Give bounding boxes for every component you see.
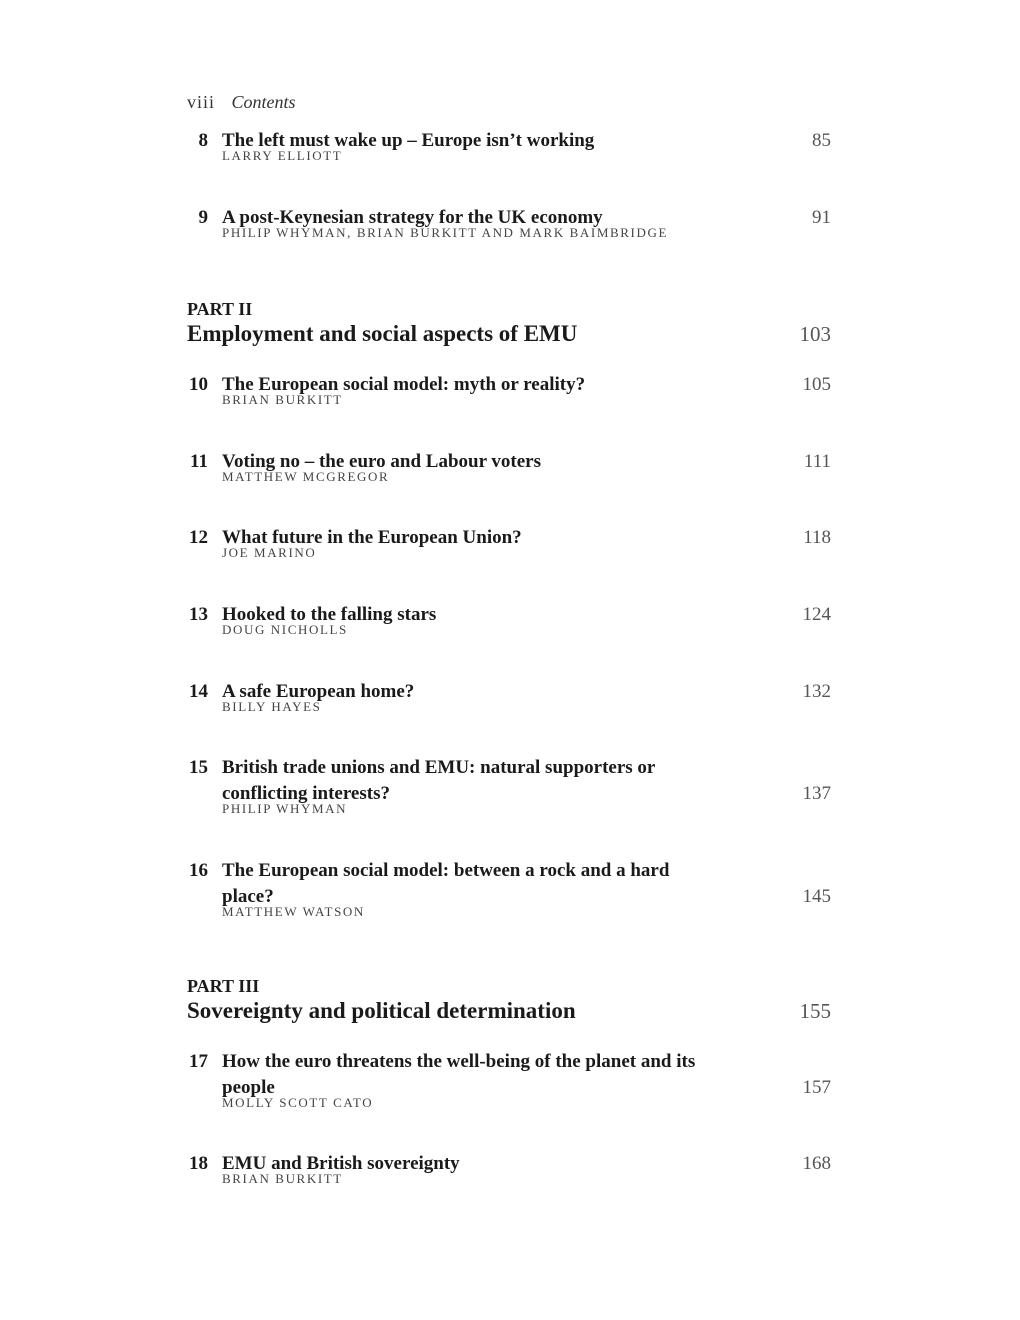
page-number: 157: [802, 1077, 831, 1098]
part-heading-2: [187, 298, 837, 346]
chapter-author: MATTHEW MCGREGOR: [222, 469, 390, 484]
chapter-number: 9: [198, 207, 208, 228]
page-number: 124: [802, 604, 831, 625]
part-title[interactable]: Sovereignty and political determination: [187, 998, 576, 1023]
chapter-author: PHILIP WHYMAN: [222, 801, 348, 816]
chapter-number: 13: [189, 604, 208, 625]
chapter-author: BRIAN BURKITT: [222, 1171, 343, 1186]
chapter-title[interactable]: British trade unions and EMU: natural supporters or conflicting interests?: [222, 757, 656, 804]
chapter-title[interactable]: Hooked to the falling stars: [222, 604, 437, 625]
page-folio: viii: [187, 92, 216, 112]
page-number: 105: [802, 374, 831, 395]
page-number: 85: [812, 130, 831, 151]
chapter-author: LARRY ELLIOTT: [222, 148, 343, 163]
chapter-author: BILLY HAYES: [222, 699, 322, 714]
page-number: 111: [803, 451, 831, 472]
chapter-number: 15: [189, 757, 208, 778]
page-number: 145: [802, 886, 831, 907]
running-title: Contents: [231, 92, 296, 112]
chapter-number: 16: [189, 860, 208, 881]
chapter-author: BRIAN BURKITT: [222, 392, 343, 407]
part-heading-3: [187, 975, 837, 1023]
page-number: 91: [812, 207, 831, 228]
chapter-title[interactable]: Voting no – the euro and Labour voters: [222, 451, 542, 472]
chapter-author: MOLLY SCOTT CATO: [222, 1095, 374, 1110]
part-title[interactable]: Employment and social aspects of EMU: [187, 321, 578, 346]
chapter-number: 10: [189, 374, 208, 395]
page-number: 168: [802, 1153, 831, 1174]
running-head: [187, 92, 296, 113]
chapter-title[interactable]: What future in the European Union?: [222, 527, 522, 548]
part-label: PART II: [187, 299, 253, 319]
chapter-title[interactable]: A post-Keynesian strategy for the UK economy: [222, 207, 603, 228]
part-label: PART III: [187, 976, 260, 996]
chapter-number: 18: [189, 1153, 208, 1174]
chapter-number: 12: [189, 527, 208, 548]
page-number: 118: [803, 527, 831, 548]
part-page-number: 103: [799, 322, 831, 346]
chapter-number: 17: [189, 1051, 208, 1072]
chapter-number: 8: [198, 130, 208, 151]
chapter-author: MATTHEW WATSON: [222, 904, 365, 919]
chapter-author: DOUG NICHOLLS: [222, 622, 348, 637]
chapter-title[interactable]: The European social model: myth or reality?: [222, 374, 586, 395]
chapter-number: 14: [189, 681, 208, 702]
page-number: 137: [802, 783, 831, 804]
chapter-author: JOE MARINO: [222, 545, 317, 560]
chapter-title[interactable]: EMU and British sovereignty: [222, 1153, 460, 1174]
chapter-title[interactable]: How the euro threatens the well-being of the planet and its people: [222, 1051, 696, 1098]
chapter-title[interactable]: A safe European home?: [222, 681, 415, 702]
chapter-title[interactable]: The European social model: between a rock and a hard place?: [222, 860, 670, 907]
part-page-number: 155: [799, 999, 831, 1023]
chapter-author: PHILIP WHYMAN, BRIAN BURKITT AND MARK BAIMBRIDGE: [222, 225, 668, 240]
chapter-title[interactable]: The left must wake up – Europe isn’t working: [222, 130, 595, 151]
page-number: 132: [802, 681, 831, 702]
chapter-number: 11: [190, 451, 208, 472]
